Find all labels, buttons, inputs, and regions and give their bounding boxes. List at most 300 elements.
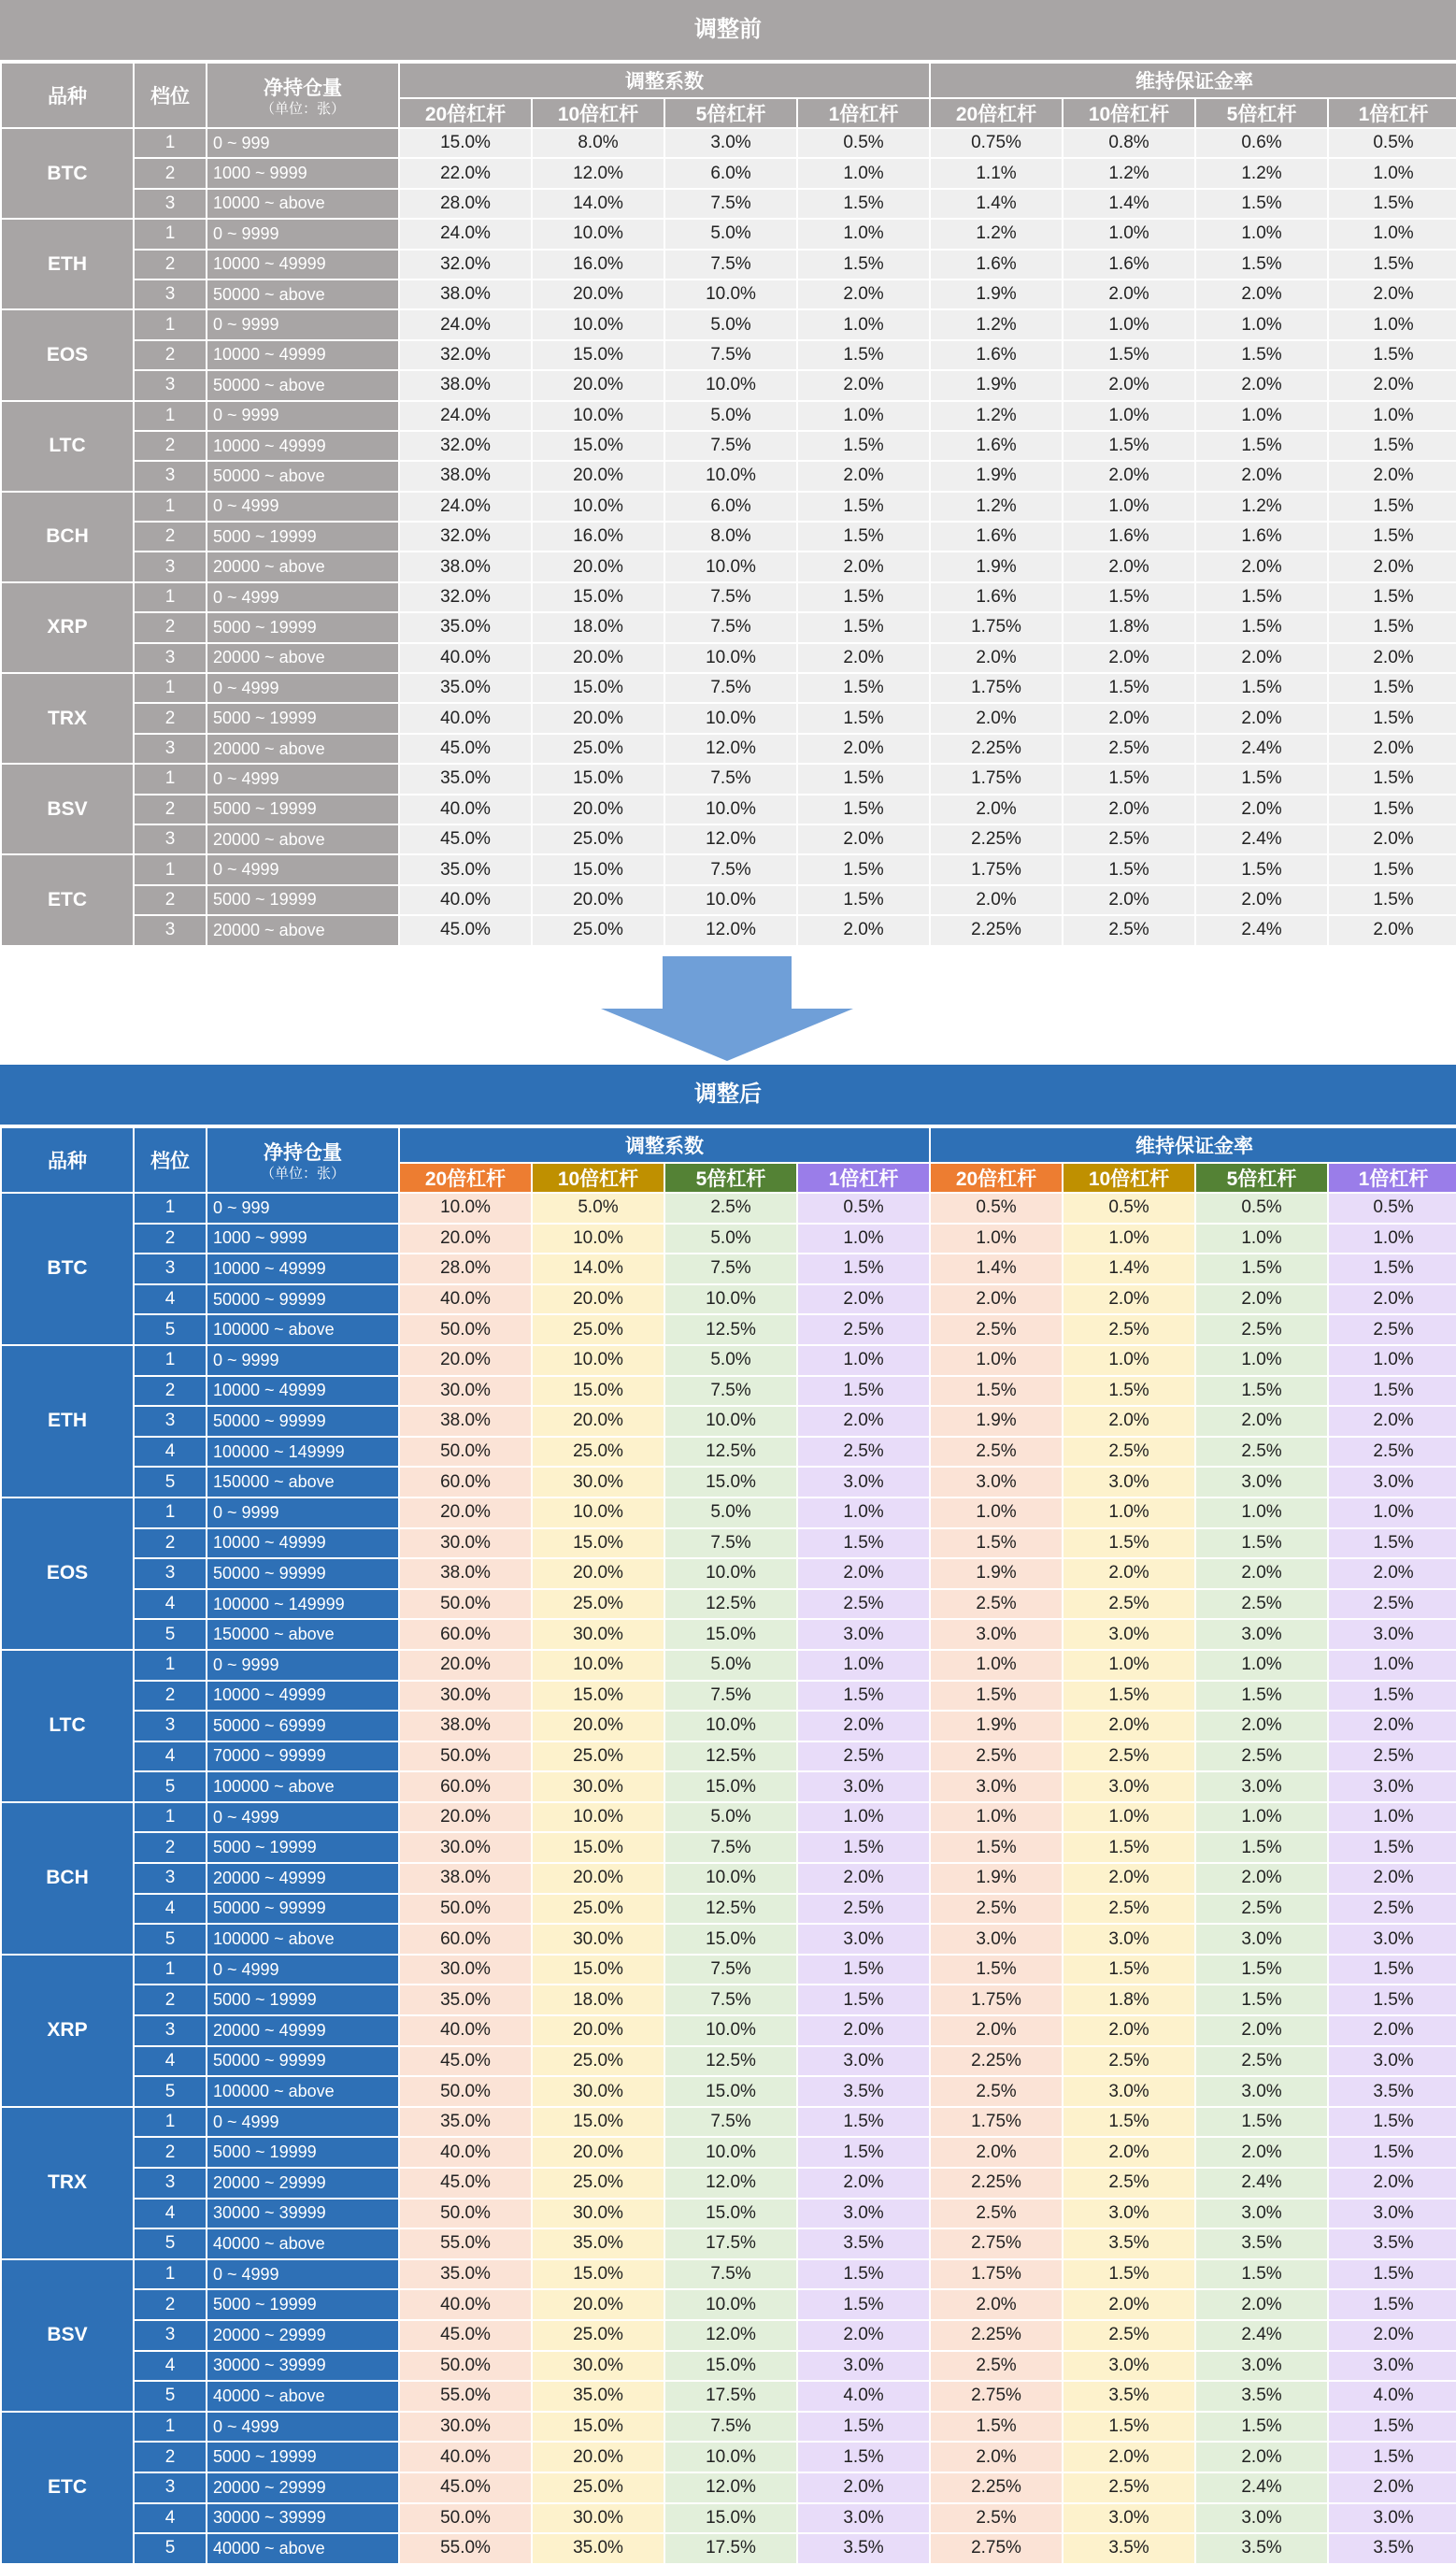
range-cell: 50000 ~ 99999 bbox=[207, 1406, 399, 1437]
range-cell: 0 ~ 4999 bbox=[207, 1955, 399, 1985]
value-cell: 2.5% bbox=[1063, 824, 1195, 854]
table-row bbox=[1, 643, 1456, 673]
value-cell: 7.5% bbox=[664, 1254, 797, 1284]
range-cell: 50000 ~ 99999 bbox=[207, 1558, 399, 1589]
value-cell: 20.0% bbox=[399, 1224, 532, 1254]
range-cell: 20000 ~ above bbox=[207, 734, 399, 764]
range-cell: 10000 ~ 49999 bbox=[207, 431, 399, 461]
value-cell: 2.0% bbox=[1063, 2137, 1195, 2168]
value-cell: 1.0% bbox=[1328, 219, 1456, 249]
value-cell: 25.0% bbox=[532, 1589, 664, 1620]
value-cell: 1.0% bbox=[1328, 1802, 1456, 1833]
range-cell: 50000 ~ 99999 bbox=[207, 1284, 399, 1315]
value-cell: 2.25% bbox=[930, 734, 1063, 764]
value-cell: 24.0% bbox=[399, 219, 532, 249]
value-cell: 2.5% bbox=[1063, 1894, 1195, 1925]
value-cell: 2.0% bbox=[930, 885, 1063, 915]
table-row bbox=[1, 1802, 1456, 1833]
value-cell: 1.5% bbox=[1328, 764, 1456, 794]
value-cell: 2.0% bbox=[1328, 461, 1456, 491]
value-cell: 50.0% bbox=[399, 1589, 532, 1620]
value-cell: 30.0% bbox=[532, 1467, 664, 1497]
value-cell: 2.5% bbox=[1195, 1437, 1328, 1468]
value-cell: 2.75% bbox=[930, 2533, 1063, 2564]
value-cell: 2.0% bbox=[1328, 2320, 1456, 2351]
value-cell: 30.0% bbox=[532, 2503, 664, 2534]
value-cell: 1.9% bbox=[930, 370, 1063, 400]
value-cell: 3.0% bbox=[1328, 1619, 1456, 1650]
value-cell: 2.0% bbox=[930, 2015, 1063, 2046]
value-cell: 1.0% bbox=[1063, 1345, 1195, 1376]
value-cell: 10.0% bbox=[664, 279, 797, 309]
value-cell: 2.0% bbox=[1063, 2289, 1195, 2320]
value-cell: 25.0% bbox=[532, 824, 664, 854]
range-cell: 0 ~ 4999 bbox=[207, 854, 399, 884]
table-row bbox=[1, 1284, 1456, 1315]
value-cell: 1.0% bbox=[1195, 1802, 1328, 1833]
value-cell: 25.0% bbox=[532, 734, 664, 764]
value-cell: 12.0% bbox=[532, 158, 664, 188]
tier-cell: 2 bbox=[134, 612, 207, 642]
value-cell: 2.0% bbox=[1195, 461, 1328, 491]
value-cell: 1.0% bbox=[1195, 1497, 1328, 1528]
value-cell: 1.0% bbox=[1195, 401, 1328, 431]
value-cell: 5.0% bbox=[664, 1497, 797, 1528]
value-cell: 3.0% bbox=[797, 1467, 930, 1497]
value-cell: 2.75% bbox=[930, 2381, 1063, 2412]
value-cell: 2.0% bbox=[797, 2472, 930, 2503]
value-cell: 1.0% bbox=[1063, 1802, 1195, 1833]
table-row bbox=[1, 1711, 1456, 1741]
header-position-unit: （单位：张） bbox=[260, 1166, 345, 1182]
value-cell: 12.0% bbox=[664, 824, 797, 854]
value-cell: 2.0% bbox=[1063, 2015, 1195, 2046]
table-row bbox=[1, 2533, 1456, 2564]
range-cell: 30000 ~ 39999 bbox=[207, 2351, 399, 2382]
symbol-cell: BCH bbox=[1, 492, 134, 582]
tier-cell: 2 bbox=[134, 703, 207, 733]
table-row bbox=[1, 1558, 1456, 1589]
symbol-cell: XRP bbox=[1, 1955, 134, 2107]
value-cell: 1.9% bbox=[930, 1558, 1063, 1589]
header-tier: 档位 bbox=[134, 63, 207, 128]
table-row bbox=[1, 522, 1456, 552]
value-cell: 35.0% bbox=[399, 673, 532, 703]
value-cell: 38.0% bbox=[399, 1558, 532, 1589]
tier-cell: 3 bbox=[134, 824, 207, 854]
value-cell: 1.5% bbox=[1328, 1955, 1456, 1985]
value-cell: 1.5% bbox=[1195, 1528, 1328, 1559]
value-cell: 1.0% bbox=[1063, 492, 1195, 522]
value-cell: 30.0% bbox=[532, 2076, 664, 2107]
range-cell: 40000 ~ above bbox=[207, 2228, 399, 2259]
value-cell: 1.5% bbox=[1328, 250, 1456, 279]
value-cell: 30.0% bbox=[399, 1832, 532, 1863]
value-cell: 1.0% bbox=[797, 1345, 930, 1376]
value-cell: 15.0% bbox=[532, 1528, 664, 1559]
value-cell: 12.5% bbox=[664, 1589, 797, 1620]
value-cell: 15.0% bbox=[664, 1771, 797, 1802]
value-cell: 15.0% bbox=[532, 673, 664, 703]
table-row bbox=[1, 1924, 1456, 1955]
tier-cell: 2 bbox=[134, 250, 207, 279]
value-cell: 3.5% bbox=[1195, 2381, 1328, 2412]
value-cell: 2.25% bbox=[930, 2320, 1063, 2351]
value-cell: 17.5% bbox=[664, 2228, 797, 2259]
table-row bbox=[1, 370, 1456, 400]
table-row bbox=[1, 401, 1456, 431]
value-cell: 1.5% bbox=[797, 1985, 930, 2015]
value-cell: 60.0% bbox=[399, 1619, 532, 1650]
value-cell: 1.6% bbox=[930, 250, 1063, 279]
range-cell: 5000 ~ 19999 bbox=[207, 612, 399, 642]
value-cell: 1.9% bbox=[930, 1863, 1063, 1894]
value-cell: 1.5% bbox=[797, 1681, 930, 1712]
header-position bbox=[207, 63, 399, 128]
value-cell: 1.75% bbox=[930, 854, 1063, 884]
value-cell: 1.9% bbox=[930, 279, 1063, 309]
range-cell: 10000 ~ 49999 bbox=[207, 1528, 399, 1559]
value-cell: 1.5% bbox=[1195, 612, 1328, 642]
value-cell: 1.2% bbox=[1063, 158, 1195, 188]
range-cell: 70000 ~ 99999 bbox=[207, 1741, 399, 1772]
value-cell: 45.0% bbox=[399, 734, 532, 764]
tier-cell: 3 bbox=[134, 461, 207, 491]
value-cell: 1.5% bbox=[1328, 2137, 1456, 2168]
range-cell: 5000 ~ 19999 bbox=[207, 795, 399, 824]
value-cell: 2.5% bbox=[930, 1437, 1063, 1468]
value-cell: 2.5% bbox=[930, 2351, 1063, 2382]
header-leverage: 20倍杠杆 bbox=[399, 98, 532, 128]
value-cell: 1.5% bbox=[1328, 1985, 1456, 2015]
tier-cell: 2 bbox=[134, 1832, 207, 1863]
value-cell: 3.0% bbox=[797, 1619, 930, 1650]
value-cell: 60.0% bbox=[399, 1771, 532, 1802]
symbol-cell: ETH bbox=[1, 1345, 134, 1497]
value-cell: 1.9% bbox=[930, 552, 1063, 581]
tier-cell: 1 bbox=[134, 1193, 207, 1224]
value-cell: 1.5% bbox=[1063, 2412, 1195, 2443]
range-cell: 10000 ~ 49999 bbox=[207, 1254, 399, 1284]
symbol-cell: BTC bbox=[1, 128, 134, 219]
value-cell: 15.0% bbox=[532, 582, 664, 612]
range-cell: 0 ~ 9999 bbox=[207, 309, 399, 339]
table-row bbox=[1, 703, 1456, 733]
table-row bbox=[1, 279, 1456, 309]
value-cell: 2.0% bbox=[797, 370, 930, 400]
range-cell: 20000 ~ above bbox=[207, 552, 399, 581]
tier-cell: 3 bbox=[134, 734, 207, 764]
value-cell: 1.0% bbox=[797, 309, 930, 339]
table-row bbox=[1, 2289, 1456, 2320]
value-cell: 40.0% bbox=[399, 2289, 532, 2320]
value-cell: 1.5% bbox=[797, 1376, 930, 1407]
value-cell: 0.75% bbox=[930, 128, 1063, 158]
value-cell: 1.5% bbox=[1195, 250, 1328, 279]
value-cell: 1.5% bbox=[1328, 2442, 1456, 2472]
header-leverage: 1倍杠杆 bbox=[797, 1163, 930, 1193]
table-row bbox=[1, 2472, 1456, 2503]
tier-cell: 3 bbox=[134, 2168, 207, 2199]
range-cell: 10000 ~ 49999 bbox=[207, 1376, 399, 1407]
value-cell: 2.0% bbox=[1195, 643, 1328, 673]
value-cell: 1.5% bbox=[930, 1955, 1063, 1985]
value-cell: 1.5% bbox=[1063, 1681, 1195, 1712]
value-cell: 38.0% bbox=[399, 1406, 532, 1437]
tier-cell: 2 bbox=[134, 2442, 207, 2472]
value-cell: 20.0% bbox=[532, 1284, 664, 1315]
table-row bbox=[1, 1681, 1456, 1712]
tier-cell: 4 bbox=[134, 1284, 207, 1315]
value-cell: 1.5% bbox=[797, 703, 930, 733]
value-cell: 2.5% bbox=[664, 1193, 797, 1224]
range-cell: 0 ~ 9999 bbox=[207, 1650, 399, 1681]
value-cell: 40.0% bbox=[399, 643, 532, 673]
value-cell: 25.0% bbox=[532, 915, 664, 945]
value-cell: 35.0% bbox=[399, 612, 532, 642]
value-cell: 0.5% bbox=[797, 128, 930, 158]
table-row bbox=[1, 1406, 1456, 1437]
header-leverage: 20倍杠杆 bbox=[930, 98, 1063, 128]
table-row bbox=[1, 885, 1456, 915]
value-cell: 1.0% bbox=[797, 1650, 930, 1681]
value-cell: 1.5% bbox=[1063, 854, 1195, 884]
value-cell: 1.6% bbox=[930, 431, 1063, 461]
value-cell: 1.5% bbox=[797, 1528, 930, 1559]
value-cell: 20.0% bbox=[532, 1558, 664, 1589]
value-cell: 2.5% bbox=[930, 2199, 1063, 2229]
value-cell: 2.0% bbox=[797, 2015, 930, 2046]
value-cell: 12.5% bbox=[664, 1437, 797, 1468]
value-cell: 3.0% bbox=[1328, 1771, 1456, 1802]
value-cell: 15.0% bbox=[664, 2503, 797, 2534]
table-row bbox=[1, 552, 1456, 581]
tier-cell: 2 bbox=[134, 885, 207, 915]
value-cell: 20.0% bbox=[532, 2015, 664, 2046]
value-cell: 10.0% bbox=[664, 1711, 797, 1741]
tier-cell: 1 bbox=[134, 1497, 207, 1528]
down-arrow-icon bbox=[601, 956, 853, 1061]
value-cell: 2.0% bbox=[797, 2320, 930, 2351]
value-cell: 1.5% bbox=[1328, 582, 1456, 612]
value-cell: 24.0% bbox=[399, 492, 532, 522]
value-cell: 1.5% bbox=[797, 885, 930, 915]
tier-cell: 5 bbox=[134, 1467, 207, 1497]
value-cell: 15.0% bbox=[664, 1467, 797, 1497]
value-cell: 2.0% bbox=[1063, 2442, 1195, 2472]
value-cell: 1.8% bbox=[1063, 612, 1195, 642]
value-cell: 15.0% bbox=[664, 1619, 797, 1650]
range-cell: 100000 ~ 149999 bbox=[207, 1437, 399, 1468]
value-cell: 2.5% bbox=[1063, 1741, 1195, 1772]
symbol-cell: ETC bbox=[1, 2412, 134, 2564]
value-cell: 1.5% bbox=[1328, 431, 1456, 461]
value-cell: 1.5% bbox=[797, 764, 930, 794]
range-cell: 100000 ~ 149999 bbox=[207, 1589, 399, 1620]
range-cell: 30000 ~ 39999 bbox=[207, 2199, 399, 2229]
table-row bbox=[1, 1771, 1456, 1802]
value-cell: 10.0% bbox=[532, 1497, 664, 1528]
value-cell: 1.5% bbox=[1328, 1832, 1456, 1863]
value-cell: 10.0% bbox=[664, 1284, 797, 1315]
value-cell: 2.5% bbox=[1328, 1437, 1456, 1468]
header-leverage: 1倍杠杆 bbox=[1328, 1163, 1456, 1193]
table-row bbox=[1, 824, 1456, 854]
value-cell: 10.0% bbox=[664, 643, 797, 673]
value-cell: 7.5% bbox=[664, 250, 797, 279]
range-cell: 20000 ~ 49999 bbox=[207, 2015, 399, 2046]
value-cell: 2.0% bbox=[1063, 1284, 1195, 1315]
header-adjust-coefficient: 调整系数 bbox=[399, 63, 930, 98]
value-cell: 25.0% bbox=[532, 2472, 664, 2503]
range-cell: 40000 ~ above bbox=[207, 2533, 399, 2564]
tier-cell: 1 bbox=[134, 309, 207, 339]
value-cell: 2.0% bbox=[1063, 885, 1195, 915]
value-cell: 10.0% bbox=[664, 2289, 797, 2320]
value-cell: 1.5% bbox=[1195, 340, 1328, 370]
value-cell: 38.0% bbox=[399, 370, 532, 400]
value-cell: 10.0% bbox=[664, 461, 797, 491]
table-row bbox=[1, 2199, 1456, 2229]
value-cell: 3.5% bbox=[1195, 2533, 1328, 2564]
range-cell: 100000 ~ above bbox=[207, 1771, 399, 1802]
value-cell: 3.0% bbox=[1328, 1467, 1456, 1497]
table-row bbox=[1, 1497, 1456, 1528]
value-cell: 3.0% bbox=[797, 2199, 930, 2229]
value-cell: 38.0% bbox=[399, 1863, 532, 1894]
range-cell: 0 ~ 4999 bbox=[207, 1802, 399, 1833]
tier-cell: 3 bbox=[134, 2015, 207, 2046]
value-cell: 1.5% bbox=[797, 2289, 930, 2320]
value-cell: 2.0% bbox=[930, 795, 1063, 824]
value-cell: 7.5% bbox=[664, 189, 797, 219]
value-cell: 1.2% bbox=[930, 401, 1063, 431]
value-cell: 3.0% bbox=[930, 1467, 1063, 1497]
before-title: 调整前 bbox=[0, 0, 1456, 62]
value-cell: 10.0% bbox=[532, 1345, 664, 1376]
tier-cell: 5 bbox=[134, 2228, 207, 2259]
value-cell: 0.8% bbox=[1063, 128, 1195, 158]
table-row bbox=[1, 2107, 1456, 2138]
table-row bbox=[1, 2412, 1456, 2443]
table-row bbox=[1, 492, 1456, 522]
value-cell: 10.0% bbox=[532, 1650, 664, 1681]
value-cell: 2.0% bbox=[1063, 279, 1195, 309]
tier-cell: 2 bbox=[134, 1528, 207, 1559]
value-cell: 10.0% bbox=[664, 2015, 797, 2046]
tier-cell: 4 bbox=[134, 1894, 207, 1925]
value-cell: 50.0% bbox=[399, 2199, 532, 2229]
value-cell: 2.0% bbox=[1063, 552, 1195, 581]
value-cell: 1.6% bbox=[1195, 522, 1328, 552]
value-cell: 40.0% bbox=[399, 2442, 532, 2472]
value-cell: 8.0% bbox=[664, 522, 797, 552]
tier-cell: 1 bbox=[134, 1650, 207, 1681]
value-cell: 1.5% bbox=[1328, 673, 1456, 703]
value-cell: 7.5% bbox=[664, 582, 797, 612]
value-cell: 15.0% bbox=[664, 2076, 797, 2107]
value-cell: 25.0% bbox=[532, 1894, 664, 1925]
value-cell: 35.0% bbox=[399, 854, 532, 884]
value-cell: 3.0% bbox=[1328, 2046, 1456, 2077]
value-cell: 1.0% bbox=[930, 1497, 1063, 1528]
value-cell: 1.5% bbox=[797, 1955, 930, 1985]
value-cell: 15.0% bbox=[532, 1955, 664, 1985]
range-cell: 10000 ~ 49999 bbox=[207, 250, 399, 279]
value-cell: 2.4% bbox=[1195, 2168, 1328, 2199]
value-cell: 10.0% bbox=[664, 370, 797, 400]
value-cell: 1.5% bbox=[797, 250, 930, 279]
value-cell: 10.0% bbox=[532, 309, 664, 339]
value-cell: 7.5% bbox=[664, 431, 797, 461]
value-cell: 3.0% bbox=[930, 1619, 1063, 1650]
table-row bbox=[1, 1376, 1456, 1407]
tier-cell: 5 bbox=[134, 1924, 207, 1955]
value-cell: 20.0% bbox=[532, 703, 664, 733]
value-cell: 2.0% bbox=[1195, 795, 1328, 824]
value-cell: 15.0% bbox=[399, 128, 532, 158]
header-leverage: 5倍杠杆 bbox=[1195, 1163, 1328, 1193]
value-cell: 35.0% bbox=[532, 2228, 664, 2259]
value-cell: 1.0% bbox=[1063, 1497, 1195, 1528]
value-cell: 1.0% bbox=[1063, 309, 1195, 339]
value-cell: 1.0% bbox=[797, 401, 930, 431]
value-cell: 7.5% bbox=[664, 1528, 797, 1559]
value-cell: 1.0% bbox=[1328, 1224, 1456, 1254]
value-cell: 20.0% bbox=[532, 795, 664, 824]
symbol-cell: LTC bbox=[1, 1650, 134, 1802]
value-cell: 40.0% bbox=[399, 703, 532, 733]
table-row bbox=[1, 1650, 1456, 1681]
value-cell: 1.5% bbox=[797, 612, 930, 642]
value-cell: 0.5% bbox=[1195, 1193, 1328, 1224]
table-row bbox=[1, 340, 1456, 370]
table-row bbox=[1, 795, 1456, 824]
range-cell: 50000 ~ above bbox=[207, 461, 399, 491]
value-cell: 1.4% bbox=[930, 1254, 1063, 1284]
header-position-unit: （单位：张） bbox=[260, 101, 345, 117]
value-cell: 32.0% bbox=[399, 522, 532, 552]
value-cell: 1.0% bbox=[1328, 1650, 1456, 1681]
header-symbol: 品种 bbox=[1, 63, 134, 128]
value-cell: 1.0% bbox=[1195, 1650, 1328, 1681]
range-cell: 50000 ~ 69999 bbox=[207, 1711, 399, 1741]
value-cell: 0.5% bbox=[797, 1193, 930, 1224]
value-cell: 3.0% bbox=[1195, 1467, 1328, 1497]
table-row bbox=[1, 431, 1456, 461]
value-cell: 25.0% bbox=[532, 2320, 664, 2351]
tier-cell: 2 bbox=[134, 158, 207, 188]
value-cell: 1.5% bbox=[1063, 340, 1195, 370]
range-cell: 0 ~ 9999 bbox=[207, 401, 399, 431]
tier-cell: 4 bbox=[134, 2199, 207, 2229]
symbol-cell: XRP bbox=[1, 582, 134, 673]
value-cell: 3.0% bbox=[1195, 1771, 1328, 1802]
value-cell: 1.0% bbox=[1063, 1224, 1195, 1254]
tier-cell: 5 bbox=[134, 1314, 207, 1345]
value-cell: 1.4% bbox=[1063, 1254, 1195, 1284]
value-cell: 1.0% bbox=[1195, 1224, 1328, 1254]
tier-cell: 2 bbox=[134, 431, 207, 461]
value-cell: 16.0% bbox=[532, 522, 664, 552]
symbol-cell: ETC bbox=[1, 854, 134, 945]
tier-cell: 1 bbox=[134, 2107, 207, 2138]
value-cell: 1.5% bbox=[797, 1832, 930, 1863]
table-row bbox=[1, 2168, 1456, 2199]
table-row bbox=[1, 1224, 1456, 1254]
value-cell: 2.0% bbox=[1063, 643, 1195, 673]
value-cell: 2.0% bbox=[1063, 1863, 1195, 1894]
